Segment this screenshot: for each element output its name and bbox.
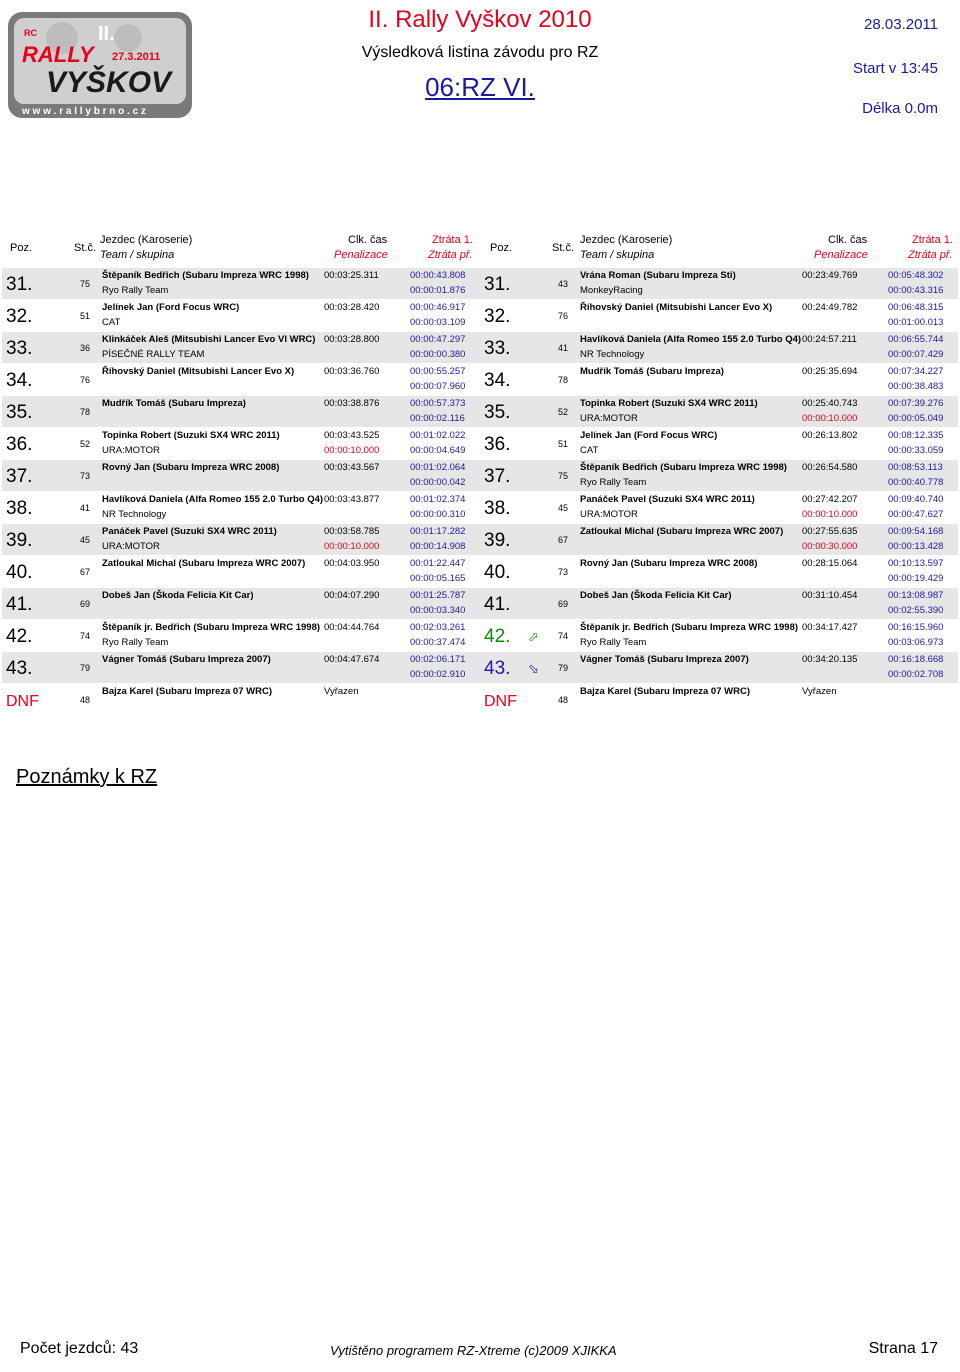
header-stc: St.č. bbox=[552, 242, 575, 254]
stage-time: 00:03:25.311 bbox=[324, 270, 379, 281]
header-team: Team / skupina bbox=[100, 249, 175, 261]
start-number: 48 bbox=[558, 695, 569, 705]
driver-name: Rovný Jan (Subaru Impreza WRC 2008) bbox=[102, 462, 280, 473]
logo-date: 27.3.2011 bbox=[112, 51, 161, 63]
loss-to-first: 00:00:57.373 bbox=[410, 398, 466, 409]
driver-name: Jelínek Jan (Ford Focus WRC) bbox=[580, 430, 718, 441]
loss-to-first: 00:01:25.787 bbox=[410, 590, 466, 601]
header-driver: Jezdec (Karoserie) bbox=[100, 234, 193, 246]
start-number: 74 bbox=[558, 631, 569, 641]
header-driver: Jezdec (Karoserie) bbox=[580, 234, 673, 246]
table-row bbox=[480, 300, 958, 332]
driver-name: Bajza Karel (Subaru Impreza 07 WRC) bbox=[102, 686, 272, 697]
table-row bbox=[480, 620, 958, 652]
loss-to-previous: 00:00:07.429 bbox=[888, 349, 944, 360]
loss-to-first: 00:13:08.987 bbox=[888, 590, 944, 601]
driver-name: Havlíková Daniela (Alfa Romeo 155 2.0 Turbo Q4) bbox=[580, 334, 802, 345]
table-row bbox=[2, 524, 480, 556]
table-row bbox=[2, 396, 480, 428]
start-number: 67 bbox=[558, 535, 569, 545]
results-table-left bbox=[2, 268, 480, 716]
loss-to-first: 00:08:12.335 bbox=[888, 430, 944, 441]
start-number: 76 bbox=[80, 375, 91, 385]
driver-name: Vrána Roman (Subaru Impreza Sti) bbox=[580, 270, 736, 281]
loss-to-previous: 00:00:07.960 bbox=[410, 381, 466, 392]
stage-time: 00:03:43.567 bbox=[324, 462, 380, 473]
position: 42. bbox=[6, 626, 33, 647]
driver-name: Vágner Tomáš (Subaru Impreza 2007) bbox=[580, 654, 749, 665]
start-number: 74 bbox=[80, 631, 91, 641]
driver-name: Říhovský Daniel (Mitsubishi Lancer Evo X) bbox=[580, 302, 773, 313]
team-name: PÍSEČNÉ RALLY TEAM bbox=[102, 349, 205, 360]
loss-to-first: 00:09:54.168 bbox=[888, 526, 944, 537]
logo-url: w w w . r a l l y b r n o . c z bbox=[22, 106, 146, 117]
driver-name: Říhovský Daniel (Mitsubishi Lancer Evo X) bbox=[102, 366, 295, 377]
position: 36. bbox=[484, 434, 511, 455]
position: 42. bbox=[484, 626, 511, 647]
position: 41. bbox=[6, 594, 33, 615]
loss-to-previous: 00:00:47.627 bbox=[888, 509, 944, 520]
table-row bbox=[480, 332, 958, 364]
logo-rc: RC bbox=[24, 28, 37, 38]
header-stc: St.č. bbox=[74, 242, 97, 254]
column-header-right bbox=[480, 234, 958, 264]
penalty: 00:00:30.000 bbox=[802, 541, 858, 552]
start-number: 41 bbox=[80, 503, 91, 513]
loss-to-previous: 00:00:05.049 bbox=[888, 413, 944, 424]
table-row bbox=[480, 524, 958, 556]
start-number: 45 bbox=[558, 503, 569, 513]
position: 37. bbox=[484, 466, 511, 487]
table-row bbox=[480, 460, 958, 492]
position: 39. bbox=[484, 530, 511, 551]
table-row bbox=[480, 556, 958, 588]
table-row bbox=[2, 556, 480, 588]
table-row bbox=[2, 428, 480, 460]
stage-time: 00:03:36.760 bbox=[324, 366, 380, 377]
page-title: II. Rally Vyškov 2010 bbox=[368, 6, 592, 33]
start-number: 41 bbox=[558, 343, 569, 353]
loss-to-first: 00:09:40.740 bbox=[888, 494, 944, 505]
team-name: CAT bbox=[102, 317, 121, 328]
table-row bbox=[2, 588, 480, 620]
team-name: MonkeyRacing bbox=[580, 285, 643, 296]
loss-to-previous: 00:01:00.013 bbox=[888, 317, 944, 328]
arrow-up-icon: ⬀ bbox=[528, 629, 539, 644]
position: 35. bbox=[484, 402, 511, 423]
driver-name: Štěpaník Bedřich (Subaru Impreza WRC 1998) bbox=[580, 462, 787, 473]
table-row bbox=[2, 268, 480, 300]
position: 32. bbox=[6, 306, 33, 327]
start-number: 73 bbox=[558, 567, 569, 577]
driver-name: Topinka Robert (Suzuki SX4 WRC 2011) bbox=[102, 430, 280, 441]
start-number: 75 bbox=[80, 279, 91, 289]
driver-name: Panáček Pavel (Suzuki SX4 WRC 2011) bbox=[102, 526, 277, 537]
loss-to-first: 00:00:47.297 bbox=[410, 334, 466, 345]
stage-time: Vyřazen bbox=[802, 686, 837, 697]
table-row bbox=[2, 620, 480, 652]
loss-to-previous: 00:00:43.316 bbox=[888, 285, 944, 296]
driver-name: Dobeš Jan (Škoda Felicia Kit Car) bbox=[102, 590, 254, 601]
header-loss-prev: Ztráta př. bbox=[428, 249, 473, 261]
loss-to-first: 00:00:43.808 bbox=[410, 270, 466, 281]
table-row bbox=[2, 332, 480, 364]
loss-to-previous: 00:00:37.474 bbox=[410, 637, 466, 648]
driver-name: Štěpaník Bedřich (Subaru Impreza WRC 1998) bbox=[102, 270, 309, 281]
stage-time: 00:27:55.635 bbox=[802, 526, 858, 537]
loss-to-previous: 00:00:14.908 bbox=[410, 541, 466, 552]
team-name: NR Technology bbox=[580, 349, 645, 360]
loss-to-first: 00:01:17.282 bbox=[410, 526, 466, 537]
header-time: Clk. čas bbox=[828, 234, 868, 246]
loss-to-first: 00:02:03.261 bbox=[410, 622, 466, 633]
start-number: 51 bbox=[80, 311, 91, 321]
stage-time: 00:24:49.782 bbox=[802, 302, 858, 313]
header-pos: Poz. bbox=[10, 242, 33, 254]
printed-by: Vytištěno programem RZ-Xtreme (c)2009 XJIKKA bbox=[330, 1343, 617, 1358]
loss-to-first: 00:07:39.276 bbox=[888, 398, 944, 409]
position: 32. bbox=[484, 306, 511, 327]
team-name: URA:MOTOR bbox=[580, 509, 638, 520]
loss-to-first: 00:16:15.960 bbox=[888, 622, 944, 633]
stage-time: 00:03:58.785 bbox=[324, 526, 380, 537]
start-number: 78 bbox=[80, 407, 91, 417]
start-number: 43 bbox=[558, 279, 569, 289]
loss-to-previous: 00:00:00.310 bbox=[410, 509, 466, 520]
position: 35. bbox=[6, 402, 33, 423]
rally-vyskov-logo bbox=[6, 10, 194, 120]
start-number: 67 bbox=[80, 567, 91, 577]
stage-time: 00:04:03.950 bbox=[324, 558, 380, 569]
header-pos: Poz. bbox=[490, 242, 513, 254]
driver-name: Vágner Tomáš (Subaru Impreza 2007) bbox=[102, 654, 271, 665]
loss-to-previous: 00:00:03.109 bbox=[410, 317, 466, 328]
stage-time: 00:31:10.454 bbox=[802, 590, 858, 601]
position: 31. bbox=[6, 274, 33, 295]
header-time: Clk. čas bbox=[348, 234, 388, 246]
penalty: 00:00:10.000 bbox=[802, 509, 858, 520]
start-number: 52 bbox=[558, 407, 569, 417]
loss-to-first: 00:01:02.022 bbox=[410, 430, 466, 441]
loss-to-first: 00:10:13.597 bbox=[888, 558, 944, 569]
table-row bbox=[2, 652, 480, 684]
start-number: 69 bbox=[558, 599, 569, 609]
page-subtitle: Výsledková listina závodu pro RZ bbox=[361, 44, 599, 61]
driver-name: Klinkáček Aleš (Mitsubishi Lancer Evo VI WRC) bbox=[102, 334, 316, 345]
penalty: 00:00:10.000 bbox=[324, 445, 380, 456]
logo-rally: RALLY bbox=[22, 42, 94, 67]
stage-time: 00:28:15.064 bbox=[802, 558, 858, 569]
stage-time: 00:03:28.800 bbox=[324, 334, 380, 345]
page-number: Strana 17 bbox=[868, 1340, 938, 1357]
team-name: URA:MOTOR bbox=[580, 413, 638, 424]
driver-name: Štěpaník jr. Bedřich (Subaru Impreza WRC 1998) bbox=[102, 622, 321, 633]
header-loss-first: Ztráta 1. bbox=[912, 234, 953, 246]
position: 37. bbox=[6, 466, 33, 487]
date: 28.03.2011 bbox=[864, 16, 938, 33]
loss-to-first: 00:01:02.374 bbox=[410, 494, 466, 505]
table-row bbox=[480, 588, 958, 620]
position: 38. bbox=[6, 498, 33, 519]
position: 34. bbox=[6, 370, 33, 391]
driver-name: Topinka Robert (Suzuki SX4 WRC 2011) bbox=[580, 398, 758, 409]
driver-name: Zatloukal Michal (Subaru Impreza WRC 2007) bbox=[102, 558, 306, 569]
start-number: 73 bbox=[80, 471, 91, 481]
loss-to-previous: 00:00:33.059 bbox=[888, 445, 944, 456]
stage-time: 00:25:40.743 bbox=[802, 398, 858, 409]
stage-time: Vyřazen bbox=[324, 686, 359, 697]
stage-time: 00:03:28.420 bbox=[324, 302, 380, 313]
table-row bbox=[2, 300, 480, 332]
loss-to-previous: 00:00:00.042 bbox=[410, 477, 466, 488]
start-time: Start v 13:45 bbox=[852, 60, 938, 77]
position: 33. bbox=[484, 338, 511, 359]
table-row bbox=[480, 652, 958, 684]
stage-time: 00:24:57.211 bbox=[802, 334, 857, 345]
stage-time: 00:03:38.876 bbox=[324, 398, 380, 409]
loss-to-first: 00:01:22.447 bbox=[410, 558, 466, 569]
stage-time: 00:23:49.769 bbox=[802, 270, 858, 281]
stage-time: 00:04:44.764 bbox=[324, 622, 380, 633]
loss-to-previous: 00:00:02.116 bbox=[410, 413, 465, 424]
stage-title: 06:RZ VI. bbox=[425, 72, 535, 102]
loss-to-first: 00:00:46.917 bbox=[410, 302, 466, 313]
position: 40. bbox=[6, 562, 33, 583]
loss-to-previous: 00:03:06.973 bbox=[888, 637, 944, 648]
start-number: 52 bbox=[80, 439, 91, 449]
position: DNF bbox=[6, 693, 39, 710]
results-table-right bbox=[480, 268, 958, 716]
start-number: 75 bbox=[558, 471, 569, 481]
start-number: 51 bbox=[558, 439, 569, 449]
header-penalty: Penalizace bbox=[814, 249, 868, 261]
driver-name: Bajza Karel (Subaru Impreza 07 WRC) bbox=[580, 686, 750, 697]
driver-name: Štěpaník jr. Bedřich (Subaru Impreza WRC 1998) bbox=[580, 622, 799, 633]
loss-to-first: 00:16:18.668 bbox=[888, 654, 944, 665]
loss-to-previous: 00:00:04.649 bbox=[410, 445, 466, 456]
column-header-left bbox=[0, 234, 478, 264]
position: DNF bbox=[484, 693, 517, 710]
team-name: NR Technology bbox=[102, 509, 167, 520]
loss-to-first: 00:01:02.064 bbox=[410, 462, 466, 473]
header-loss-first: Ztráta 1. bbox=[432, 234, 473, 246]
start-number: 69 bbox=[80, 599, 91, 609]
position: 39. bbox=[6, 530, 33, 551]
table-row bbox=[480, 684, 958, 716]
stage-time: 00:27:42.207 bbox=[802, 494, 858, 505]
arrow-down-icon: ⬂ bbox=[528, 661, 539, 676]
position: 34. bbox=[484, 370, 511, 391]
position: 43. bbox=[484, 658, 511, 679]
table-row bbox=[2, 684, 480, 716]
loss-to-previous: 00:00:13.428 bbox=[888, 541, 944, 552]
loss-to-previous: 00:00:02.910 bbox=[410, 669, 466, 680]
loss-to-previous: 00:00:05.165 bbox=[410, 573, 466, 584]
team-name: CAT bbox=[580, 445, 599, 456]
stage-length: Délka 0.0m bbox=[862, 100, 938, 117]
table-row bbox=[480, 268, 958, 300]
loss-to-previous: 00:00:38.483 bbox=[888, 381, 944, 392]
loss-to-first: 00:05:48.302 bbox=[888, 270, 944, 281]
stage-time: 00:03:43.525 bbox=[324, 430, 380, 441]
team-name: URA:MOTOR bbox=[102, 541, 160, 552]
loss-to-first: 00:06:48.315 bbox=[888, 302, 944, 313]
stage-time: 00:04:07.290 bbox=[324, 590, 380, 601]
position: 38. bbox=[484, 498, 511, 519]
header-loss-prev: Ztráta př. bbox=[908, 249, 953, 261]
team-name: URA:MOTOR bbox=[102, 445, 160, 456]
stage-time: 00:26:13.802 bbox=[802, 430, 858, 441]
stage-time: 00:25:35.694 bbox=[802, 366, 858, 377]
start-number: 76 bbox=[558, 311, 569, 321]
position: 36. bbox=[6, 434, 33, 455]
loss-to-first: 00:02:06.171 bbox=[410, 654, 466, 665]
driver-name: Mudřík Tomáš (Subaru Impreza) bbox=[580, 366, 724, 377]
stage-time: 00:26:54.580 bbox=[802, 462, 858, 473]
loss-to-first: 00:08:53.113 bbox=[888, 462, 943, 473]
driver-name: Panáček Pavel (Suzuki SX4 WRC 2011) bbox=[580, 494, 755, 505]
team-name: Ryo Rally Team bbox=[580, 477, 647, 488]
table-row bbox=[480, 428, 958, 460]
driver-name: Havlíková Daniela (Alfa Romeo 155 2.0 Turbo Q4) bbox=[102, 494, 324, 505]
team-name: Ryo Rally Team bbox=[102, 285, 169, 296]
logo-num: II. bbox=[98, 23, 115, 45]
loss-to-previous: 00:02:55.390 bbox=[888, 605, 944, 616]
position: 41. bbox=[484, 594, 511, 615]
driver-name: Mudřík Tomáš (Subaru Impreza) bbox=[102, 398, 246, 409]
loss-to-first: 00:06:55.744 bbox=[888, 334, 944, 345]
position: 43. bbox=[6, 658, 33, 679]
driver-name: Jelínek Jan (Ford Focus WRC) bbox=[102, 302, 240, 313]
loss-to-previous: 00:00:03.340 bbox=[410, 605, 466, 616]
start-number: 48 bbox=[80, 695, 91, 705]
loss-to-first: 00:00:55.257 bbox=[410, 366, 466, 377]
stage-time: 00:03:43.877 bbox=[324, 494, 380, 505]
driver-name: Zatloukal Michal (Subaru Impreza WRC 2007) bbox=[580, 526, 784, 537]
table-row bbox=[2, 460, 480, 492]
table-row bbox=[480, 492, 958, 524]
position: 31. bbox=[484, 274, 511, 295]
position: 40. bbox=[484, 562, 511, 583]
penalty: 00:00:10.000 bbox=[324, 541, 380, 552]
table-row bbox=[2, 364, 480, 396]
team-name: Ryo Rally Team bbox=[102, 637, 169, 648]
loss-to-previous: 00:00:00.380 bbox=[410, 349, 466, 360]
table-row bbox=[480, 364, 958, 396]
header-penalty: Penalizace bbox=[334, 249, 388, 261]
stage-time: 00:34:20.135 bbox=[802, 654, 858, 665]
start-number: 79 bbox=[80, 663, 91, 673]
loss-to-first: 00:07:34.227 bbox=[888, 366, 944, 377]
table-row bbox=[480, 396, 958, 428]
loss-to-previous: 00:00:02.708 bbox=[888, 669, 944, 680]
team-name: Ryo Rally Team bbox=[580, 637, 647, 648]
start-number: 45 bbox=[80, 535, 91, 545]
header-team: Team / skupina bbox=[580, 249, 655, 261]
notes-title: Poznámky k RZ bbox=[16, 766, 158, 788]
penalty: 00:00:10.000 bbox=[802, 413, 858, 424]
loss-to-previous: 00:00:40.778 bbox=[888, 477, 944, 488]
driver-name: Dobeš Jan (Škoda Felicia Kit Car) bbox=[580, 590, 732, 601]
loss-to-previous: 00:00:01.876 bbox=[410, 285, 466, 296]
driver-name: Rovný Jan (Subaru Impreza WRC 2008) bbox=[580, 558, 758, 569]
start-number: 36 bbox=[80, 343, 91, 353]
driver-count: Počet jezdců: 43 bbox=[20, 1340, 139, 1357]
stage-time: 00:34:17.427 bbox=[802, 622, 858, 633]
loss-to-previous: 00:00:19.429 bbox=[888, 573, 944, 584]
start-number: 79 bbox=[558, 663, 569, 673]
position: 33. bbox=[6, 338, 33, 359]
start-number: 78 bbox=[558, 375, 569, 385]
stage-time: 00:04:47.674 bbox=[324, 654, 380, 665]
logo-town: VYŠKOV bbox=[46, 66, 172, 99]
table-row bbox=[2, 492, 480, 524]
